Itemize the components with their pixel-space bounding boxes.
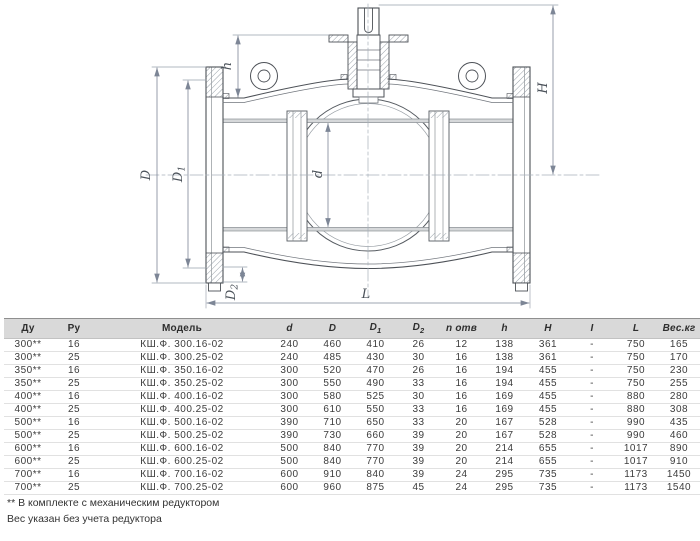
- table-cell: 735: [526, 469, 570, 482]
- table-row: [4, 339, 700, 352]
- table-cell: 24: [440, 482, 483, 495]
- table-cell: КШ.Ф. 500.25-02: [96, 430, 268, 443]
- table-cell: 528: [526, 417, 570, 430]
- footnote-reducer-included: ** В комплекте с механическим редуктором: [7, 497, 220, 509]
- table-cell: 194: [483, 365, 526, 378]
- table-cell: -: [570, 417, 614, 430]
- footnotes: [7, 495, 219, 527]
- table-cell: 350**: [4, 365, 52, 378]
- column-header-L: L: [614, 319, 658, 339]
- table-cell: 770: [354, 456, 397, 469]
- dim-label-h: h: [220, 61, 235, 71]
- table-cell: 600**: [4, 443, 52, 456]
- table-cell: 610: [311, 404, 354, 417]
- flange-right: [513, 67, 530, 291]
- table-cell: 1450: [658, 469, 700, 482]
- table-cell: 39: [397, 430, 440, 443]
- table-cell: 12: [440, 339, 483, 352]
- column-header-n-otv: n отв: [440, 319, 483, 339]
- table-cell: 1017: [614, 443, 658, 456]
- table-cell: 655: [526, 443, 570, 456]
- spec-table: [4, 318, 700, 495]
- table-cell: 214: [483, 443, 526, 456]
- table-cell: 700**: [4, 482, 52, 495]
- column-header-model: Модель: [96, 319, 268, 339]
- table-row: [4, 482, 700, 495]
- table-cell: 138: [483, 339, 526, 352]
- dim-label-D2: D2: [224, 283, 241, 301]
- table-cell: -: [570, 469, 614, 482]
- table-cell: 165: [658, 339, 700, 352]
- table-cell: 295: [483, 469, 526, 482]
- table-cell: 500**: [4, 417, 52, 430]
- table-cell: 167: [483, 417, 526, 430]
- table-cell: 470: [354, 365, 397, 378]
- table-cell: 750: [614, 378, 658, 391]
- table-cell: 308: [658, 404, 700, 417]
- table-cell: 240: [268, 352, 311, 365]
- table-cell: 25: [52, 404, 96, 417]
- table-cell: КШ.Ф. 300.25-02: [96, 352, 268, 365]
- table-cell: 400**: [4, 404, 52, 417]
- table-cell: 525: [354, 391, 397, 404]
- table-cell: 25: [52, 456, 96, 469]
- dim-label-d: d: [311, 169, 326, 179]
- table-cell: 390: [268, 430, 311, 443]
- table-cell: 455: [526, 391, 570, 404]
- table-cell: 280: [658, 391, 700, 404]
- table-cell: КШ.Ф. 600.25-02: [96, 456, 268, 469]
- column-header-h: h: [483, 319, 526, 339]
- table-cell: 600**: [4, 456, 52, 469]
- column-header-D2: $D_2$: [397, 319, 440, 339]
- table-cell: 194: [483, 378, 526, 391]
- table-cell: КШ.Ф. 350.16-02: [96, 365, 268, 378]
- table-cell: 1173: [614, 469, 658, 482]
- table-cell: 880: [614, 404, 658, 417]
- table-cell: 550: [311, 378, 354, 391]
- table-cell: 655: [526, 456, 570, 469]
- table-cell: 880: [614, 391, 658, 404]
- table-cell: 528: [526, 430, 570, 443]
- table-row: [4, 391, 700, 404]
- table-cell: 600: [268, 469, 311, 482]
- table-cell: 20: [440, 430, 483, 443]
- lifting-lug-left: [251, 63, 278, 90]
- table-cell: 45: [397, 482, 440, 495]
- table-cell: -: [570, 482, 614, 495]
- table-cell: 990: [614, 430, 658, 443]
- table-cell: 455: [526, 404, 570, 417]
- column-header-H: H: [526, 319, 570, 339]
- table-cell: 990: [614, 417, 658, 430]
- table-cell: 490: [354, 378, 397, 391]
- table-cell: 1017: [614, 456, 658, 469]
- table-cell: КШ.Ф. 350.25-02: [96, 378, 268, 391]
- table-cell: 16: [52, 469, 96, 482]
- table-cell: 300: [268, 365, 311, 378]
- table-cell: 16: [52, 417, 96, 430]
- table-row: [4, 352, 700, 365]
- table-cell: 600: [268, 482, 311, 495]
- table-cell: 500**: [4, 430, 52, 443]
- table-cell: 169: [483, 391, 526, 404]
- table-cell: 20: [440, 417, 483, 430]
- table-cell: 16: [52, 391, 96, 404]
- table-cell: 700**: [4, 469, 52, 482]
- table-cell: 350**: [4, 378, 52, 391]
- table-cell: 16: [440, 365, 483, 378]
- table-cell: 550: [354, 404, 397, 417]
- table-cell: 300: [268, 391, 311, 404]
- table-cell: 33: [397, 404, 440, 417]
- table-cell: 30: [397, 391, 440, 404]
- table-cell: 25: [52, 378, 96, 391]
- table-cell: 875: [354, 482, 397, 495]
- dim-label-D1: D1: [171, 165, 188, 183]
- table-cell: 460: [311, 339, 354, 352]
- table-cell: 890: [658, 443, 700, 456]
- table-cell: КШ.Ф. 700.25-02: [96, 482, 268, 495]
- table-cell: 750: [614, 365, 658, 378]
- dim-label-L: L: [361, 287, 371, 302]
- stem-collar: [353, 89, 384, 97]
- flange-left: [206, 67, 223, 291]
- table-cell: -: [570, 339, 614, 352]
- table-cell: 138: [483, 352, 526, 365]
- table-row: [4, 404, 700, 417]
- table-cell: КШ.Ф. 700.16-02: [96, 469, 268, 482]
- table-cell: 580: [311, 391, 354, 404]
- table-cell: 16: [440, 352, 483, 365]
- table-cell: 840: [354, 469, 397, 482]
- seat-ring-left: [287, 111, 307, 241]
- table-cell: 24: [440, 469, 483, 482]
- table-cell: 460: [658, 430, 700, 443]
- table-cell: 400**: [4, 391, 52, 404]
- dim-label-H: H: [536, 82, 551, 94]
- table-cell: 840: [311, 456, 354, 469]
- table-cell: -: [570, 456, 614, 469]
- table-cell: 16: [52, 339, 96, 352]
- table-cell: 300: [268, 378, 311, 391]
- actuator-mount-plate: [329, 35, 348, 42]
- table-cell: 485: [311, 352, 354, 365]
- table-cell: 167: [483, 430, 526, 443]
- table-cell: 16: [440, 378, 483, 391]
- table-cell: 455: [526, 378, 570, 391]
- table-cell: 840: [311, 443, 354, 456]
- table-cell: 169: [483, 404, 526, 417]
- column-header-ves: Вес.кг: [658, 319, 700, 339]
- stem-housing: [348, 42, 357, 89]
- table-cell: 730: [311, 430, 354, 443]
- table-cell: 25: [52, 430, 96, 443]
- table-cell: КШ.Ф. 400.16-02: [96, 391, 268, 404]
- table-cell: -: [570, 443, 614, 456]
- seat-ring-right: [429, 111, 449, 241]
- table-row: [4, 417, 700, 430]
- table-cell: КШ.Ф. 600.16-02: [96, 443, 268, 456]
- stem-assembly: [329, 8, 408, 103]
- table-cell: 30: [397, 352, 440, 365]
- table-cell: 710: [311, 417, 354, 430]
- table-cell: -: [570, 430, 614, 443]
- table-cell: 455: [526, 365, 570, 378]
- table-cell: 295: [483, 482, 526, 495]
- table-cell: 39: [397, 469, 440, 482]
- table-cell: 650: [354, 417, 397, 430]
- spec-table-body: [4, 339, 700, 495]
- table-cell: 33: [397, 378, 440, 391]
- table-cell: 435: [658, 417, 700, 430]
- table-cell: 39: [397, 443, 440, 456]
- table-cell: 214: [483, 456, 526, 469]
- table-cell: 1173: [614, 482, 658, 495]
- table-cell: 910: [658, 456, 700, 469]
- column-header-I: I: [570, 319, 614, 339]
- table-row: [4, 365, 700, 378]
- table-cell: -: [570, 391, 614, 404]
- column-header-du: Ду: [4, 319, 52, 339]
- table-cell: 170: [658, 352, 700, 365]
- table-cell: 430: [354, 352, 397, 365]
- spec-header-row: [4, 319, 700, 339]
- table-cell: 735: [526, 482, 570, 495]
- table-cell: 520: [311, 365, 354, 378]
- table-cell: 25: [52, 352, 96, 365]
- dim-label-D: D: [139, 169, 154, 181]
- table-cell: -: [570, 404, 614, 417]
- table-cell: 361: [526, 339, 570, 352]
- table-cell: 16: [440, 404, 483, 417]
- table-cell: 255: [658, 378, 700, 391]
- table-cell: 26: [397, 339, 440, 352]
- column-header-D1: $D_1$: [354, 319, 397, 339]
- table-cell: 410: [354, 339, 397, 352]
- table-cell: 300**: [4, 339, 52, 352]
- table-cell: 33: [397, 417, 440, 430]
- table-cell: -: [570, 378, 614, 391]
- table-cell: 960: [311, 482, 354, 495]
- dimension-D2: [223, 267, 247, 282]
- table-cell: 750: [614, 339, 658, 352]
- table-row: [4, 456, 700, 469]
- table-cell: 910: [311, 469, 354, 482]
- footnote-weight-note: Вес указан без учета редуктора: [7, 513, 162, 525]
- table-cell: 390: [268, 417, 311, 430]
- column-header-D: D: [311, 319, 354, 339]
- table-cell: 20: [440, 443, 483, 456]
- table-cell: 770: [354, 443, 397, 456]
- lifting-lug-right: [459, 63, 486, 90]
- table-cell: 300**: [4, 352, 52, 365]
- table-cell: 660: [354, 430, 397, 443]
- table-cell: 300: [268, 404, 311, 417]
- stem-shaft: [358, 8, 379, 35]
- table-row: [4, 443, 700, 456]
- stem-core: [357, 35, 380, 89]
- table-cell: 26: [397, 365, 440, 378]
- table-cell: 1540: [658, 482, 700, 495]
- table-cell: 39: [397, 456, 440, 469]
- column-header-ru: Ру: [52, 319, 96, 339]
- table-cell: 230: [658, 365, 700, 378]
- table-cell: КШ.Ф. 300.16-02: [96, 339, 268, 352]
- table-row: [4, 378, 700, 391]
- table-cell: -: [570, 365, 614, 378]
- table-cell: 500: [268, 443, 311, 456]
- table-cell: 16: [52, 443, 96, 456]
- table-cell: КШ.Ф. 400.25-02: [96, 404, 268, 417]
- table-cell: 500: [268, 456, 311, 469]
- dimension-D1: [183, 80, 206, 268]
- table-cell: 240: [268, 339, 311, 352]
- table-cell: 20: [440, 456, 483, 469]
- column-header-d: d: [268, 319, 311, 339]
- table-cell: -: [570, 352, 614, 365]
- table-row: [4, 430, 700, 443]
- table-cell: 361: [526, 352, 570, 365]
- table-cell: 16: [52, 365, 96, 378]
- table-cell: 750: [614, 352, 658, 365]
- table-cell: 25: [52, 482, 96, 495]
- table-cell: КШ.Ф. 500.16-02: [96, 417, 268, 430]
- table-cell: 16: [440, 391, 483, 404]
- table-row: [4, 469, 700, 482]
